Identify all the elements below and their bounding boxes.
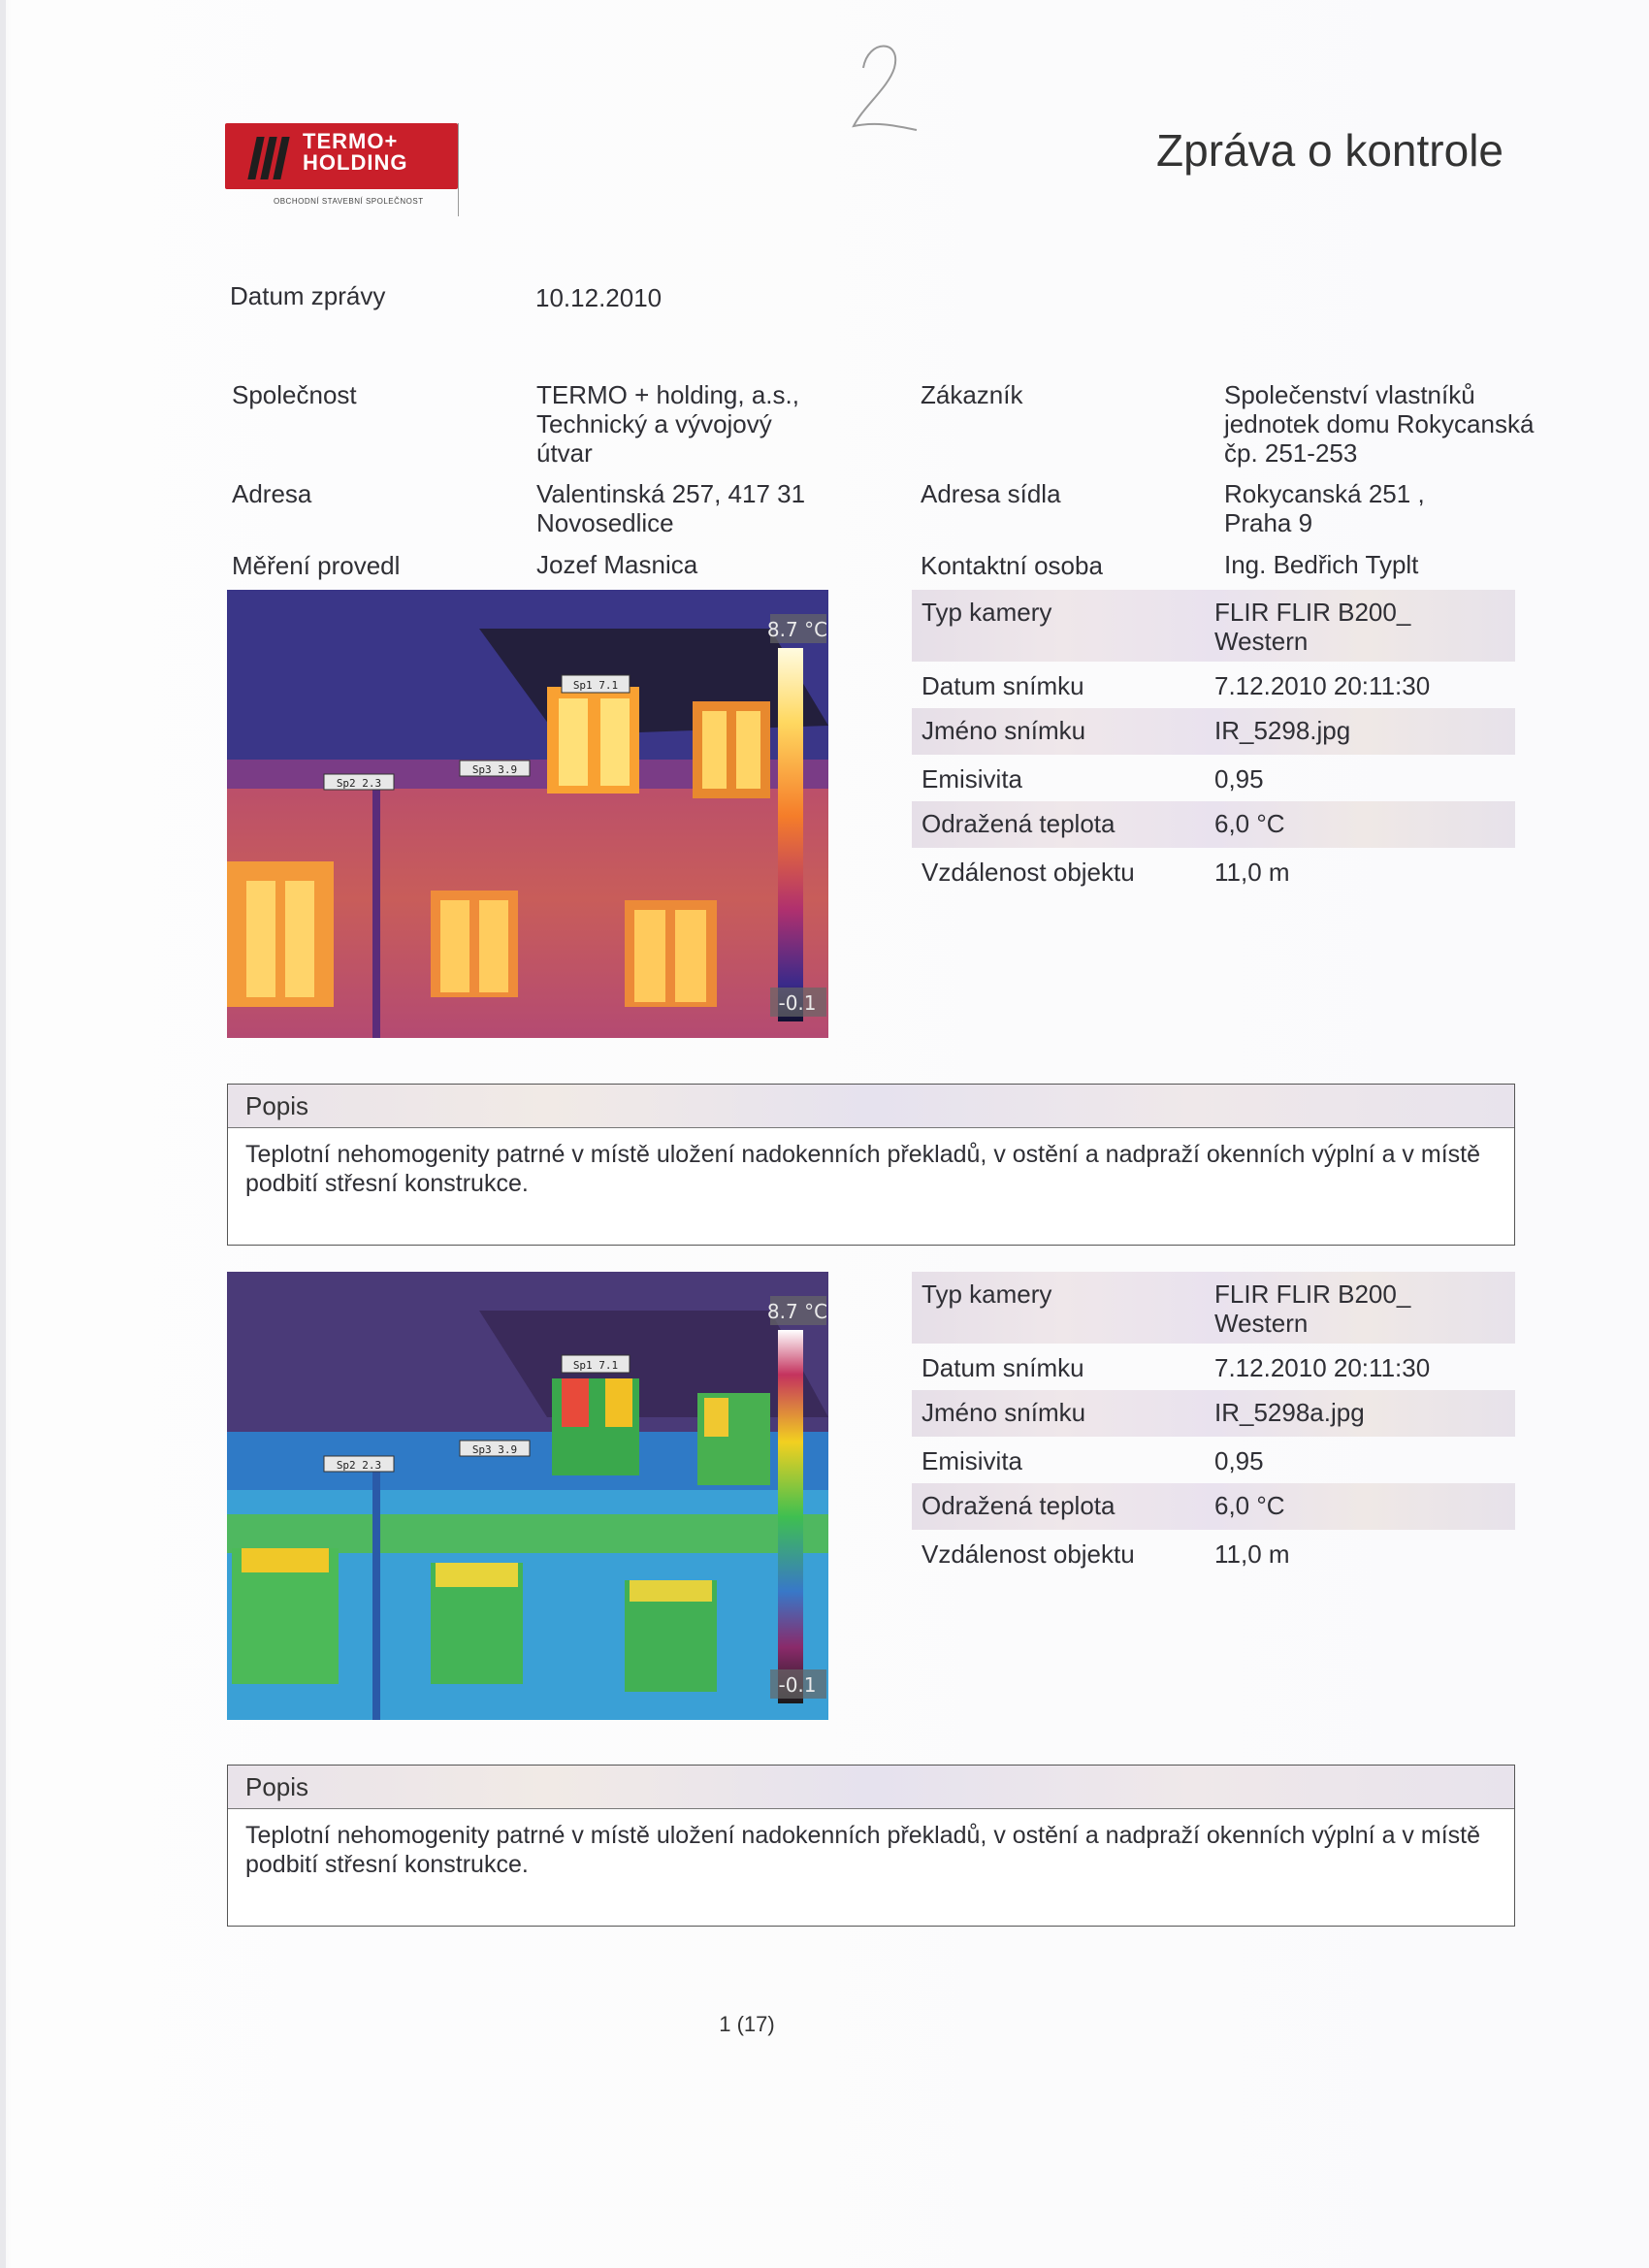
reflected-temp-value: 6,0 °C xyxy=(1214,1491,1285,1520)
emissivity-row xyxy=(912,755,1515,801)
image-name-label: Jméno snímku xyxy=(922,716,1086,745)
contact-label: Kontaktní osoba xyxy=(921,551,1103,580)
description-header: Popis xyxy=(228,1085,1514,1128)
image-name-label: Jméno snímku xyxy=(922,1398,1086,1427)
emissivity-label: Emisivita xyxy=(922,1446,1023,1475)
image-name-row xyxy=(912,708,1515,755)
camera-type-value: FLIR FLIR B200_ Western xyxy=(1214,598,1411,656)
reflected-temp-value: 6,0 °C xyxy=(1214,809,1285,838)
camera-type-label: Typ kamery xyxy=(922,598,1052,627)
spot-marker: Sp3 3.9 xyxy=(471,763,518,776)
image-date-label: Datum snímku xyxy=(922,1353,1084,1382)
image-date-value: 7.12.2010 20:11:30 xyxy=(1214,1353,1431,1382)
contact-value: Ing. Bedřich Typlt xyxy=(1224,550,1419,579)
seat-address-label: Adresa sídla xyxy=(921,479,1061,508)
image-1-parameters xyxy=(912,590,1515,894)
description-box-1 xyxy=(227,1084,1515,1246)
seat-address-value: Rokycanská 251 , Praha 9 xyxy=(1224,479,1425,537)
logo-subtitle: OBCHODNÍ STAVEBNÍ SPOLEČNOST xyxy=(274,197,424,206)
distance-row xyxy=(912,1530,1515,1576)
distance-value: 11,0 m xyxy=(1214,858,1290,887)
distance-value: 11,0 m xyxy=(1214,1539,1290,1569)
scale-min-label: -0.1 xyxy=(778,991,817,1015)
image-name-value: IR_5298a.jpg xyxy=(1214,1398,1365,1427)
page-number: 1 (17) xyxy=(719,2012,775,2036)
handwritten-mark xyxy=(844,29,922,136)
company-value: TERMO + holding, a.s., Technický a vývojový útvar xyxy=(536,380,799,468)
company-logo xyxy=(225,123,459,216)
logo-badge xyxy=(225,123,458,189)
measured-by-label: Měření provedl xyxy=(232,551,401,580)
spot-marker: Sp2 2.3 xyxy=(336,777,382,790)
address-value: Valentinská 257, 417 31 Novosedlice xyxy=(536,479,806,537)
emissivity-value: 0,95 xyxy=(1214,1446,1264,1475)
logo-stripes-icon xyxy=(252,137,291,176)
spot-marker: Sp3 3.9 xyxy=(471,1443,518,1456)
spot-marker: Sp2 2.3 xyxy=(336,1459,382,1472)
emissivity-value: 0,95 xyxy=(1214,764,1264,794)
image-name-value: IR_5298.jpg xyxy=(1214,716,1351,745)
camera-type-value: FLIR FLIR B200_ Western xyxy=(1214,1280,1411,1338)
description-text: Teplotní nehomogenity patrné v místě uložení nadokenních překladů, v ostění a nadpraží okenních výplní a v místě podbití střesní konstrukce. xyxy=(245,1141,1480,1197)
scan-edge xyxy=(0,0,6,2268)
image-date-value: 7.12.2010 20:11:30 xyxy=(1214,671,1431,700)
measured-by-value: Jozef Masnica xyxy=(536,550,698,579)
company-label: Společnost xyxy=(232,380,357,409)
logo-line2: HOLDING xyxy=(303,150,408,175)
image-2-parameters xyxy=(912,1272,1515,1576)
report-date-value: 10.12.2010 xyxy=(535,283,663,312)
reflected-temp-label: Odražená teplota xyxy=(922,1491,1116,1520)
emissivity-row xyxy=(912,1437,1515,1483)
distance-row xyxy=(912,848,1515,894)
reflected-temp-label: Odražená teplota xyxy=(922,809,1116,838)
description-text: Teplotní nehomogenity patrné v místě uložení nadokenních překladů, v ostění a nadpraží okenních výplní a v místě podbití střesní konstrukce. xyxy=(245,1822,1480,1878)
image-date-row xyxy=(912,662,1515,708)
scale-max-label: 8.7 °C xyxy=(766,618,828,641)
customer-value: Společenství vlastníků jednotek domu Rokycanská čp. 251-253 xyxy=(1224,380,1535,468)
spot-marker: Sp1 7.1 xyxy=(572,679,619,692)
distance-label: Vzdálenost objektu xyxy=(922,1539,1135,1569)
image-date-label: Datum snímku xyxy=(922,671,1084,700)
spot-marker: Sp1 7.1 xyxy=(572,1359,619,1372)
thermal-image-2 xyxy=(227,1272,828,1720)
report-date-label: Datum zprávy xyxy=(230,281,386,310)
customer-label: Zákazník xyxy=(921,380,1023,409)
scale-min-label: -0.1 xyxy=(778,1673,817,1697)
camera-type-row xyxy=(912,590,1515,662)
address-label: Adresa xyxy=(232,479,312,508)
camera-type-label: Typ kamery xyxy=(922,1280,1052,1309)
description-box-2 xyxy=(227,1765,1515,1927)
page-title: Zpráva o kontrole xyxy=(1156,125,1504,176)
emissivity-label: Emisivita xyxy=(922,764,1023,794)
image-name-row xyxy=(912,1390,1515,1437)
scale-max-label: 8.7 °C xyxy=(766,1300,828,1323)
distance-label: Vzdálenost objektu xyxy=(922,858,1135,887)
image-date-row xyxy=(912,1344,1515,1390)
reflected-temp-row xyxy=(912,801,1515,848)
reflected-temp-row xyxy=(912,1483,1515,1530)
thermal-image-1 xyxy=(227,590,828,1038)
logo-line1: TERMO+ xyxy=(303,129,399,153)
description-header: Popis xyxy=(228,1766,1514,1809)
camera-type-row xyxy=(912,1272,1515,1344)
logo-text xyxy=(303,131,407,174)
